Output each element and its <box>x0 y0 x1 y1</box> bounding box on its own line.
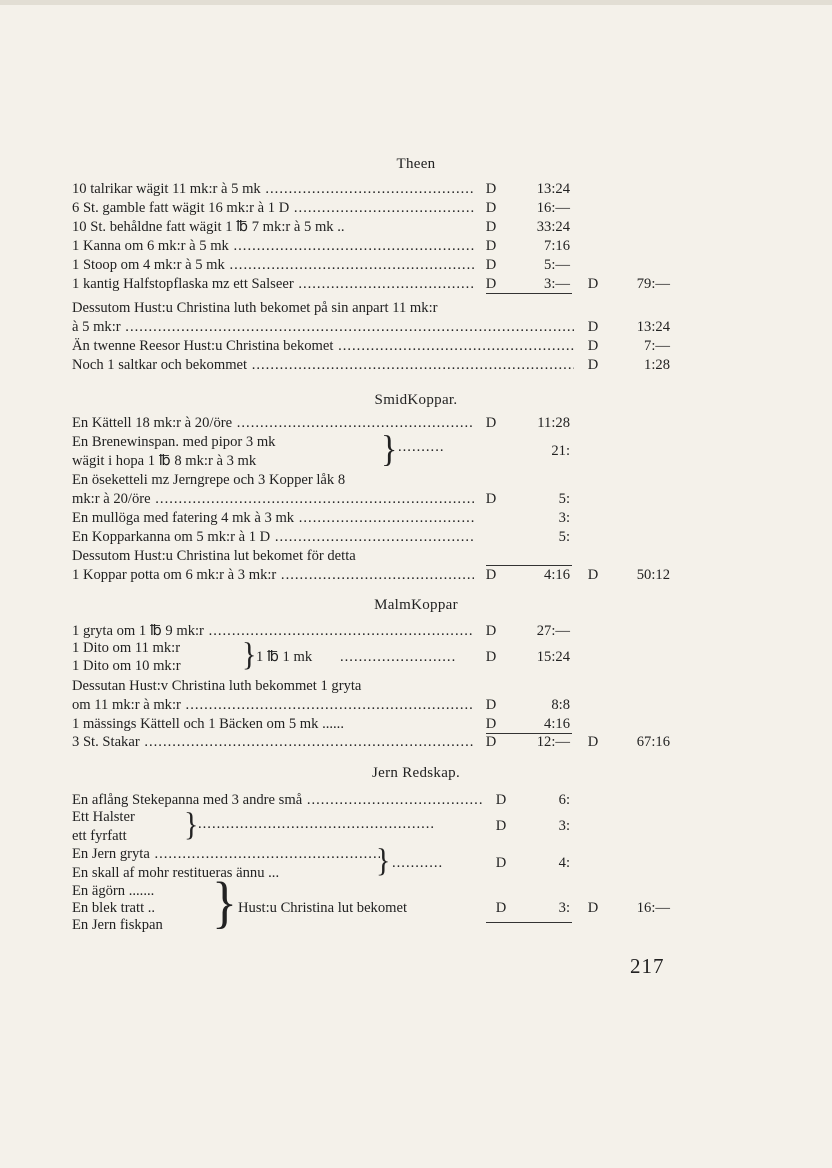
amount: 7:16 <box>544 238 570 254</box>
table-row <box>72 354 672 376</box>
currency-mark: D <box>495 900 507 916</box>
amount: 5: <box>558 529 570 545</box>
amount: 16:— <box>536 200 570 216</box>
currency-mark: D <box>485 181 497 197</box>
currency-mark: D <box>485 238 497 254</box>
row-text: Noch 1 saltkar och bekommet ..... <box>72 354 574 376</box>
brace: } <box>184 806 199 843</box>
amount: 1:28 <box>644 357 670 373</box>
section-heading-malmkoppar: MalmKoppar <box>374 597 458 613</box>
table-row <box>72 646 672 668</box>
row-text: En Kättell 18 mk:r à 20/öre ..... <box>72 412 474 434</box>
row-text: En ägörn ....... <box>72 883 155 899</box>
row-text: En Jern gryta ..... <box>72 843 380 865</box>
row-text: En öseketteli mz Jerngrepe och 3 Kopper låk 8 <box>72 472 346 488</box>
table-row <box>72 440 672 462</box>
currency-mark-total: D <box>587 900 599 916</box>
table-row <box>72 852 672 874</box>
amount: 15:24 <box>536 649 570 665</box>
row-text: wägit i hopa 1 ℔ 8 mk:r à 3 mk <box>72 453 257 469</box>
row-text: En blek tratt .. <box>72 900 156 916</box>
currency-mark: D <box>485 415 497 431</box>
row-text: En skall af mohr restitueras ännu ... <box>72 865 280 881</box>
row-text: 1 Dito om 11 mk:r <box>72 640 181 656</box>
row-text: Än twenne Reesor Hust:u Christina bekomet ..... <box>72 335 574 357</box>
row-text: Ett Halster <box>72 809 135 825</box>
section-total: 79:— <box>636 276 670 292</box>
row-text: 1 Kanna om 6 mk:r à 5 mk ..... <box>72 235 474 257</box>
row-text: om 11 mk:r à mk:r ..... <box>72 694 474 716</box>
brace-label: Hust:u Christina lut bekomet <box>238 900 408 916</box>
amount: 8:8 <box>551 697 570 713</box>
amount: 5:— <box>544 257 570 273</box>
currency-mark-total: D <box>587 357 599 373</box>
amount: 33:24 <box>536 219 570 235</box>
top-edge-line <box>0 0 832 5</box>
section-heading-theen: Theen <box>396 156 436 172</box>
row-text: En mullöga med fatering 4 mk à 3 mk ..... <box>72 507 474 529</box>
amount: 4: <box>558 855 570 871</box>
amount: 4:16 <box>544 716 570 732</box>
currency-mark: D <box>485 276 497 292</box>
currency-mark: D <box>485 649 497 665</box>
section-heading-smidkoppar: SmidKoppar. <box>374 392 458 408</box>
brace: } <box>212 872 237 935</box>
row-text: Dessutan Hust:v Christina luth bekommet 1 gryta <box>72 678 362 694</box>
row-text: En Kopparkanna om 5 mk:r à 1 D ..... <box>72 526 474 548</box>
amount: 5: <box>558 491 570 507</box>
row-text: 3 St. Stakar ..... <box>72 731 474 753</box>
currency-mark: D <box>485 200 497 216</box>
row-text: En Jern fiskpan <box>72 917 163 933</box>
currency-mark-total: D <box>587 338 599 354</box>
currency-mark: D <box>485 567 497 583</box>
table-row <box>72 897 672 919</box>
currency-mark-total: D <box>587 276 599 292</box>
table-row <box>72 731 672 753</box>
row-text: ett fyrfatt <box>72 828 127 844</box>
section-total: 50:12 <box>636 567 670 583</box>
amount: 3: <box>558 510 570 526</box>
row-text: 10 St. behåldne fatt wägit 1 ℔ 7 mk:r à 5 mk .. <box>72 219 345 235</box>
row-text: mk:r à 20/öre ..... <box>72 488 474 510</box>
row-text: En Brenewinspan. med pipor 3 mk <box>72 434 276 450</box>
amount: 3:— <box>544 276 570 292</box>
row-text: 6 St. gamble fatt wägit 16 mk:r à 1 D ..... <box>72 197 474 219</box>
row-text: 1 mässings Kättell och 1 Bäcken om 5 mk ...... <box>72 716 344 732</box>
currency-mark: D <box>485 491 497 507</box>
table-row <box>72 273 672 295</box>
amount: 3: <box>558 900 570 916</box>
brace: } <box>242 636 257 673</box>
section-total: 67:16 <box>636 734 670 750</box>
amount: 13:24 <box>636 319 670 335</box>
section-heading-jern-redskap: Jern Redskap. <box>371 765 461 781</box>
amount: 11:28 <box>537 415 570 431</box>
currency-mark: D <box>485 623 497 639</box>
row-text: Dessutom Hust:u Christina luth bekomet på sin anpart 11 mk:r <box>72 300 438 316</box>
section-total: 16:— <box>636 900 670 916</box>
amount: 21: <box>551 443 570 459</box>
page-number: 217 <box>630 954 665 978</box>
amount: 27:— <box>536 623 570 639</box>
row-text: 10 talrikar wägit 11 mk:r à 5 mk ..... <box>72 178 474 200</box>
amount: 13:24 <box>536 181 570 197</box>
sum-rule <box>486 293 572 294</box>
amount: 7:— <box>644 338 670 354</box>
brace: } <box>381 429 398 470</box>
currency-mark-total: D <box>587 319 599 335</box>
row-text: Dessutom Hust:u Christina lut bekomet för detta <box>72 548 356 564</box>
leader-dots: ......................... <box>340 649 457 665</box>
amount: 4:16 <box>544 567 570 583</box>
amount: 12:— <box>536 734 570 750</box>
amount: 3: <box>558 818 570 834</box>
row-text: à 5 mk:r ..... <box>72 316 574 338</box>
row-text: En aflång Stekepanna med 3 andre små ..... <box>72 789 484 811</box>
currency-mark: D <box>485 257 497 273</box>
amount: 6: <box>558 792 570 808</box>
currency-mark-total: D <box>587 734 599 750</box>
currency-mark-total: D <box>587 567 599 583</box>
brace-label: 1 ℔ 1 mk <box>256 649 313 665</box>
table-row <box>72 815 672 837</box>
leader-dots: ........... <box>392 855 444 871</box>
leader-dots: .......... <box>398 439 445 455</box>
brace: } <box>376 842 391 879</box>
currency-mark: D <box>495 818 507 834</box>
currency-mark: D <box>495 792 507 808</box>
leader-dots: ................................................... <box>198 816 436 832</box>
currency-mark: D <box>485 716 497 732</box>
row-text: 1 gryta om 1 ℔ 9 mk:r ..... <box>72 620 474 642</box>
currency-mark: D <box>485 697 497 713</box>
currency-mark: D <box>485 219 497 235</box>
currency-mark: D <box>495 855 507 871</box>
row-text: 1 Stoop om 4 mk:r à 5 mk ..... <box>72 254 474 276</box>
row-text: 1 Dito om 10 mk:r <box>72 658 181 674</box>
row-text: 1 kantig Halfstopflaska mz ett Salseer ..... <box>72 273 474 295</box>
table-row <box>72 564 672 586</box>
sum-rule <box>486 922 572 923</box>
row-text: 1 Koppar potta om 6 mk:r à 3 mk:r ..... <box>72 564 474 586</box>
currency-mark: D <box>485 734 497 750</box>
